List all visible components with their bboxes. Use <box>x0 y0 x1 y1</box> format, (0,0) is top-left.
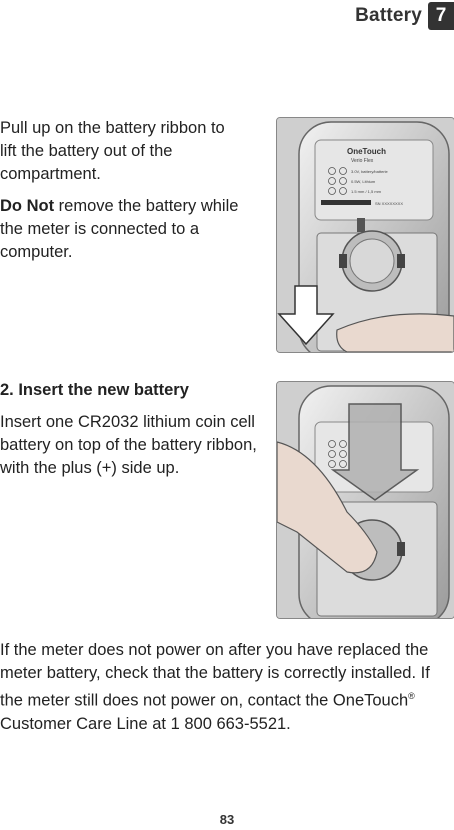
warning-text: remove the battery while the meter is connected to a computer. <box>0 197 239 261</box>
section-title: Battery <box>355 5 422 26</box>
meter-model-label: Verio Flex <box>351 158 374 164</box>
rating-line-2: 0.5W, Lithium <box>351 179 376 184</box>
page-header <box>355 0 454 32</box>
warning-paragraph <box>0 195 262 264</box>
chapter-number-badge: 7 <box>428 2 454 30</box>
note-text-part1: If the meter does not power on after you have replaced the meter battery, check that the battery is correctly installed. If the meter still does not power on, contact the OneTouch <box>0 641 430 710</box>
insert-battery-paragraph: Insert one CR2032 lithium coin cell battery on top of the battery ribbon, with the plus (+) side up. <box>0 413 257 477</box>
page-number: 83 <box>219 812 235 827</box>
rating-line-1: 3.0V, battery/batterie <box>351 169 388 174</box>
battery-removal-illustration <box>276 117 454 353</box>
section2-text <box>0 379 262 480</box>
note-text-part2: Customer Care Line at 1 800 663-5521. <box>0 714 291 733</box>
section2-heading: 2. Insert the new battery <box>0 381 189 399</box>
meter-brand-label: OneTouch <box>347 147 386 156</box>
instruction-paragraph: Pull up on the battery ribbon to lift the battery out of the compartment. <box>0 119 225 183</box>
section1-text <box>0 117 262 264</box>
rating-line-3: 1.5 mm / 1,5 mm <box>351 189 382 194</box>
serial-number-label: SN XXXXXXXX <box>375 201 404 206</box>
troubleshooting-note <box>0 639 454 736</box>
warning-emphasis: Do Not <box>0 197 55 215</box>
note-paragraph <box>0 639 454 736</box>
registered-mark: ® <box>408 691 415 701</box>
battery-insertion-illustration <box>276 381 454 619</box>
